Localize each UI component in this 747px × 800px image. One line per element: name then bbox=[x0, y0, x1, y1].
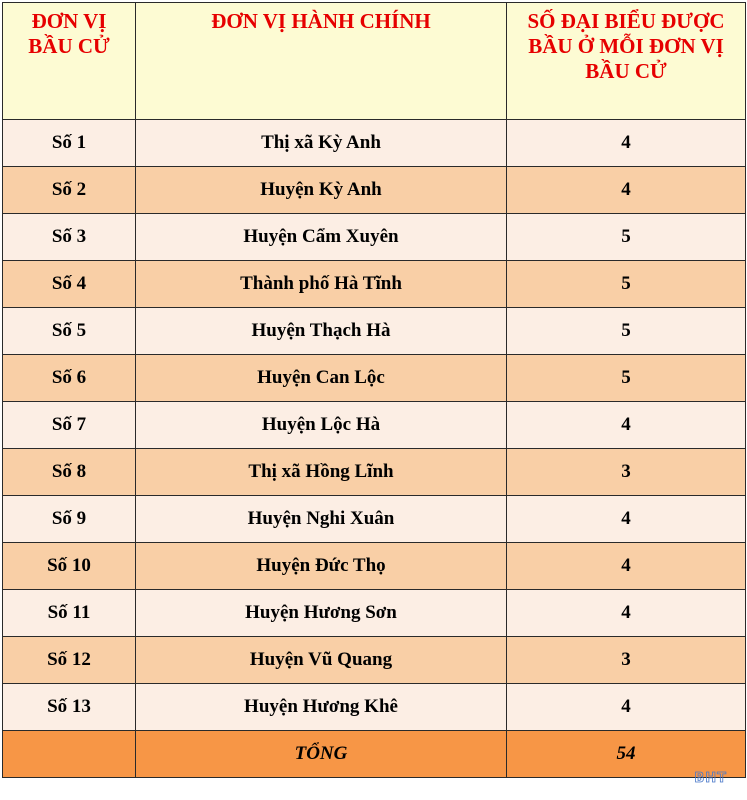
table-row bbox=[3, 120, 746, 167]
total-value: 54 bbox=[507, 731, 746, 778]
count-cell: 3 bbox=[507, 637, 746, 684]
table-body bbox=[3, 120, 746, 731]
count-cell: 4 bbox=[507, 684, 746, 731]
unit-cell: Số 2 bbox=[3, 167, 136, 214]
header-unit: ĐƠN VỊ BẦU CỬ bbox=[3, 3, 136, 120]
count-cell: 5 bbox=[507, 355, 746, 402]
header-count: SỐ ĐẠI BIỂU ĐƯỢC BẦU Ở MỖI ĐƠN VỊ BẦU CỬ bbox=[507, 3, 746, 120]
admin-cell: Huyện Thạch Hà bbox=[136, 308, 507, 355]
admin-cell: Huyện Lộc Hà bbox=[136, 402, 507, 449]
admin-cell: Thị xã Kỳ Anh bbox=[136, 120, 507, 167]
unit-cell: Số 13 bbox=[3, 684, 136, 731]
election-units-table bbox=[2, 2, 746, 778]
table-row bbox=[3, 543, 746, 590]
total-row bbox=[3, 731, 746, 778]
unit-cell: Số 8 bbox=[3, 449, 136, 496]
unit-cell: Số 11 bbox=[3, 590, 136, 637]
unit-cell: Số 6 bbox=[3, 355, 136, 402]
admin-cell: Huyện Nghi Xuân bbox=[136, 496, 507, 543]
admin-cell: Huyện Vũ Quang bbox=[136, 637, 507, 684]
admin-cell: Huyện Kỳ Anh bbox=[136, 167, 507, 214]
table-row bbox=[3, 167, 746, 214]
unit-cell: Số 5 bbox=[3, 308, 136, 355]
unit-cell: Số 10 bbox=[3, 543, 136, 590]
header-admin: ĐƠN VỊ HÀNH CHÍNH bbox=[136, 3, 507, 120]
unit-cell: Số 4 bbox=[3, 261, 136, 308]
table-row bbox=[3, 308, 746, 355]
unit-cell: Số 1 bbox=[3, 120, 136, 167]
admin-cell: Huyện Hương Sơn bbox=[136, 590, 507, 637]
unit-cell: Số 9 bbox=[3, 496, 136, 543]
table-row bbox=[3, 590, 746, 637]
table-row bbox=[3, 496, 746, 543]
count-cell: 5 bbox=[507, 308, 746, 355]
watermark-logo: BHT bbox=[694, 771, 727, 786]
table-row bbox=[3, 214, 746, 261]
admin-cell: Huyện Can Lộc bbox=[136, 355, 507, 402]
admin-cell: Huyện Đức Thọ bbox=[136, 543, 507, 590]
total-empty-cell bbox=[3, 731, 136, 778]
count-cell: 4 bbox=[507, 496, 746, 543]
table-row bbox=[3, 355, 746, 402]
unit-cell: Số 12 bbox=[3, 637, 136, 684]
table-row bbox=[3, 402, 746, 449]
admin-cell: Huyện Hương Khê bbox=[136, 684, 507, 731]
count-cell: 4 bbox=[507, 167, 746, 214]
count-cell: 4 bbox=[507, 590, 746, 637]
count-cell: 4 bbox=[507, 402, 746, 449]
count-cell: 4 bbox=[507, 120, 746, 167]
total-label: TỔNG bbox=[136, 731, 507, 778]
table-header-row bbox=[3, 3, 746, 120]
table-row bbox=[3, 261, 746, 308]
table-row bbox=[3, 684, 746, 731]
count-cell: 3 bbox=[507, 449, 746, 496]
count-cell: 5 bbox=[507, 214, 746, 261]
admin-cell: Huyện Cẩm Xuyên bbox=[136, 214, 507, 261]
table-row bbox=[3, 449, 746, 496]
unit-cell: Số 3 bbox=[3, 214, 136, 261]
admin-cell: Thành phố Hà Tĩnh bbox=[136, 261, 507, 308]
unit-cell: Số 7 bbox=[3, 402, 136, 449]
count-cell: 5 bbox=[507, 261, 746, 308]
table-row bbox=[3, 637, 746, 684]
admin-cell: Thị xã Hồng Lĩnh bbox=[136, 449, 507, 496]
count-cell: 4 bbox=[507, 543, 746, 590]
